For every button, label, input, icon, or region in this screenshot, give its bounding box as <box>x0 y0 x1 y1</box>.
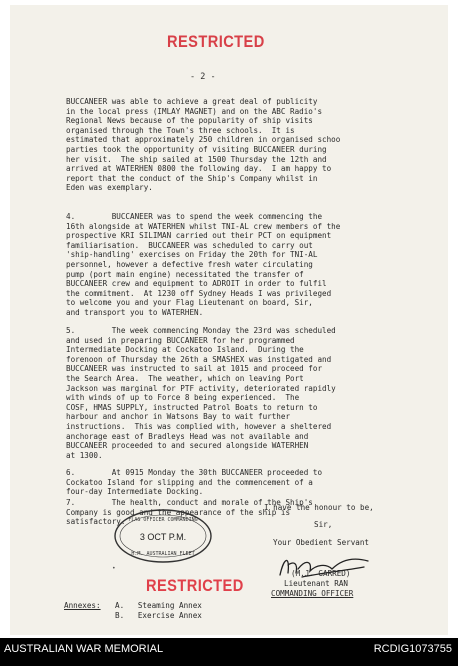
margin-mark: • <box>112 565 116 572</box>
signatory-rank: Lieutenant RAN <box>284 579 349 588</box>
paragraph-7: 7. The health, conduct and morale of the Ship's Company is good and the appearance of the ship is satisfactory. <box>66 498 313 527</box>
received-stamp-bottom-text: H.M. AUSTRALIAN FLEET <box>131 551 195 557</box>
footer-archive-name: AUSTRALIAN WAR MEMORIAL <box>4 643 164 655</box>
received-stamp-date: 3 OCT P.M. <box>139 532 187 542</box>
closing-honour: I have the honour to be, <box>264 503 374 512</box>
page-number: - 2 - <box>190 72 216 82</box>
paragraph-5: 5. The week commencing Monday the 23rd was scheduled and used in preparing BUCCANEER for her programmed Intermediate Docking at Cockatoo Island. During the forenoon of Thursday the 26th a SMASHEX was instigated and BUCCANEER was instructed to sail at 1015 and proceed for the Search Area. The weather, which on leaving Port Jackson was marginal for PTF activity, deteriorated rapidly with winds of up to Force 8 being experienced. The COSF, HMAS SUPPLY, instructed Patrol Boats to return to harbour and anchor in Watsons Bay to wait further instructions. This was complied with, however a sheltered anchorage east of Bradleys Head was not available and BUCCANEER proceeded to and secured alongside WATERHEN at 1300. <box>66 326 336 460</box>
paragraph-3-continued: BUCCANEER was able to achieve a great deal of publicity in the local press (IMLAY MAGNET) and on the ABC Radio's Regional News because of the popularity of ship visits organised through the Town's three schools. It is estimated that approximately 250 children in organised schoo parties took the opportunity of visiting BUCCANEER during her visit. The ship sailed at 1500 Thursday the 12th and arrived at WATERHEN 0800 the following day. I am happy to report that the conduct of the Ship's Company whilst in Eden was exemplary. <box>66 97 341 193</box>
signatory-name: (M.J. GARRED) <box>291 569 351 578</box>
restricted-stamp-top: RESTRICTED <box>167 32 265 51</box>
closing-servant: Your Obedient Servant <box>273 538 370 547</box>
paragraph-4: 4. BUCCANEER was to spend the week commencing the 16th alongside at WATERHEN whilst TNI-AL crew members of the prospective KRI SILIMAN carried out their PCT on equipment familiarisation. BUCCANEER was scheduled to carry out 'ship-handling' exercises on Friday the 20th for TNI-AL personnel, however a defective fresh water circulating pump (port main engine) necessitated the transfer of BUCCANEER crew and equipment to ADROIT in order to fulfil the commitment. At 1230 off Sydney Heads I was privileged to welcome you and your Flag Lieutenant on board, Sir, and transport you to WATERHEN. <box>66 212 341 317</box>
annexes-label: Annexes: <box>64 601 101 610</box>
signatory-title: COMMANDING OFFICER <box>271 589 354 598</box>
annex-item-b: B. Exercise Annex <box>115 611 202 620</box>
footer-record-id: RCDIG1073755 <box>373 643 452 655</box>
received-stamp <box>113 508 213 564</box>
closing-sir: Sir, <box>314 520 333 529</box>
restricted-stamp-bottom: RESTRICTED <box>146 576 244 595</box>
annex-item-a: A. Steaming Annex <box>115 601 202 610</box>
paragraph-6: 6. At 0915 Monday the 30th BUCCANEER proceeded to Cockatoo Island for slipping and the commencement of a four-day Intermediate Docking. <box>66 468 323 497</box>
received-stamp-top-text: FLAG OFFICER COMMANDING <box>128 517 198 523</box>
